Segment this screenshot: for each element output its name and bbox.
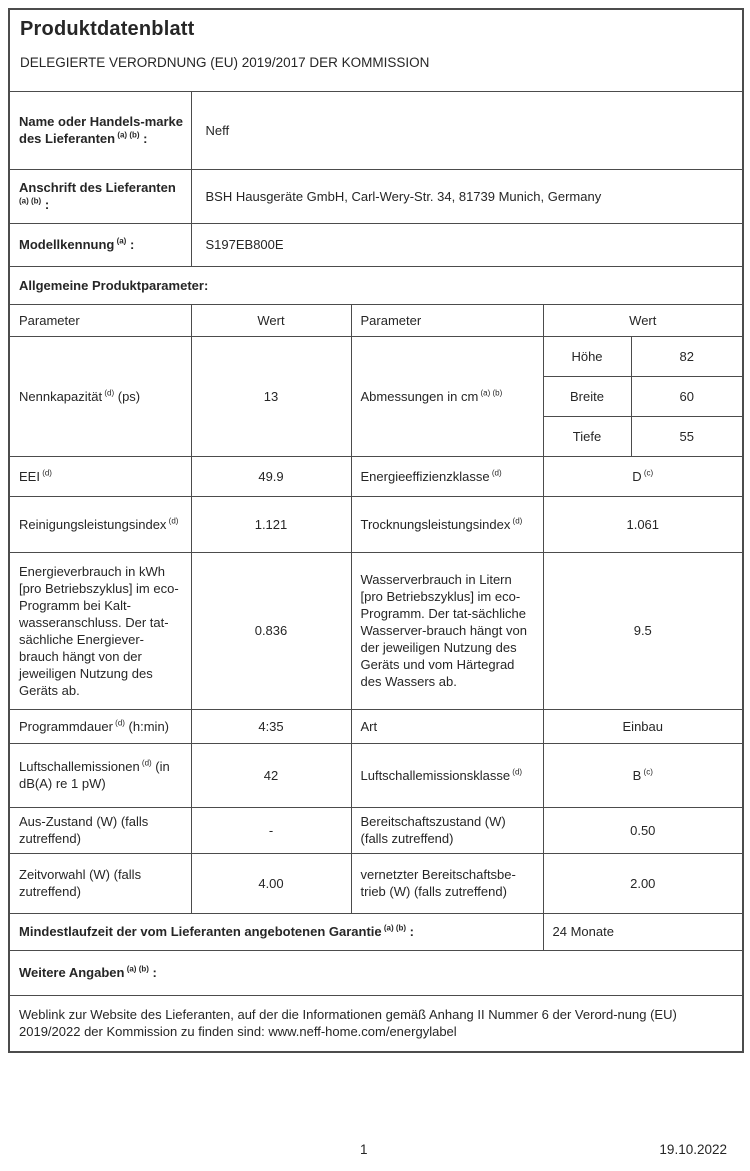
noise-value: 42 [191, 743, 351, 807]
header-value-right: Wert [543, 304, 743, 336]
footnote-marker-ab: (a) (b) [19, 196, 42, 206]
capacity-label-cell [9, 336, 191, 456]
noise-class-value-cell [543, 743, 743, 807]
dimension-depth-label: Tiefe [543, 416, 631, 456]
datasheet-table [8, 8, 744, 1053]
delay-start-label: Zeitvorwahl (W) (falls zutreffend) [9, 853, 191, 913]
networked-standby-label: vernetzter Bereitschaftsbe-trieb (W) (falls zutreffend) [351, 853, 543, 913]
guarantee-label: Mindestlaufzeit der vom Lieferanten angebotenen Garantie [19, 924, 382, 939]
footnote-marker-c: (c) [641, 767, 653, 777]
capacity-label: Nennkapazität [19, 388, 103, 404]
drying-index-label: Trocknungsleistungsindex [360, 516, 511, 532]
noise-class-value: B [632, 767, 642, 783]
header-parameter-left: Parameter [9, 304, 191, 336]
delay-start-value: 4.00 [191, 853, 351, 913]
supplier-address-label: Anschrift des Lieferanten [19, 180, 176, 195]
duration-label-cell [9, 709, 191, 743]
noise-label-cell [9, 743, 191, 807]
footnote-marker-a: (a) [114, 236, 127, 246]
supplier-address-label-cell [9, 169, 191, 223]
footnote-marker-ab: (a) (b) [478, 388, 503, 398]
weblink-text: Weblink zur Website des Lieferanten, auf der die Informationen gemäß Anhang II Nummer 6 der Verord-nung (EU) 2019/2022 der Kommission zu finden sind: www.neff-home.com/energylabel [9, 995, 743, 1052]
footnote-marker-c: (c) [641, 468, 654, 478]
supplier-name-label-cell [9, 91, 191, 169]
footnote-marker-ab: (a) (b) [115, 130, 140, 140]
label-colon: : [139, 131, 148, 146]
cleaning-index-value: 1.121 [191, 496, 351, 552]
eei-label-cell [9, 456, 191, 496]
dimensions-label: Abmessungen in cm [360, 388, 479, 404]
label-colon: : [41, 197, 50, 212]
model-id-label: Modellkennung [19, 237, 115, 252]
label-colon: : [126, 237, 135, 252]
footer-date: 19.10.2022 [659, 1142, 727, 1157]
product-datasheet-page [8, 8, 744, 1053]
footnote-marker-d: (d) [102, 388, 115, 398]
noise-unit: (in dB(A) re 1 pW) [19, 759, 170, 791]
model-id-value: S197EB800E [191, 223, 743, 266]
water-consumption-text: Wasserverbrauch in Litern [pro Betriebszyklus] im eco-Programm. Der tat-sächliche Wasserver-brauch hängt von der jeweiligen Nutzung des Geräts und vom Härtegrad des Wassers ab. [351, 552, 543, 709]
type-label: Art [351, 709, 543, 743]
title-block [9, 9, 743, 91]
label-colon: : [406, 924, 415, 939]
duration-value: 4:35 [191, 709, 351, 743]
capacity-unit: (ps) [114, 388, 141, 404]
capacity-value: 13 [191, 336, 351, 456]
footnote-marker-d: (d) [112, 718, 125, 728]
dimension-width-value: 60 [631, 376, 743, 416]
duration-label: Programmdauer [19, 718, 113, 734]
header-parameter-right: Parameter [351, 304, 543, 336]
footnote-marker-d: (d) [39, 468, 52, 478]
off-mode-value: - [191, 807, 351, 853]
noise-label: Luftschallemissionen [19, 759, 140, 774]
footnote-marker-ab: (a) (b) [381, 923, 407, 933]
additional-info-label-cell [9, 950, 743, 995]
footnote-marker-d: (d) [510, 767, 523, 777]
footnote-marker-d: (d) [510, 516, 523, 526]
supplier-name-value: Neff [191, 91, 743, 169]
standby-value: 0.50 [543, 807, 743, 853]
cleaning-index-label: Reinigungsleistungsindex [19, 516, 167, 532]
drying-index-label-cell [351, 496, 543, 552]
guarantee-label-cell [9, 913, 543, 950]
dimension-width-label: Breite [543, 376, 631, 416]
energy-class-value: D [632, 468, 642, 484]
duration-unit: (h:min) [124, 718, 169, 734]
dimension-height-value: 82 [631, 336, 743, 376]
page-footer [0, 1142, 750, 1162]
drying-index-value: 1.061 [543, 496, 743, 552]
supplier-name-label: Name oder Handels-marke des Lieferanten [19, 114, 184, 146]
networked-standby-value: 2.00 [543, 853, 743, 913]
energy-class-value-cell [543, 456, 743, 496]
section-heading: Allgemeine Produktparameter: [9, 266, 743, 304]
model-id-label-cell [9, 223, 191, 266]
standby-label: Bereitschaftszustand (W) (falls zutreffend) [351, 807, 543, 853]
noise-class-label-cell [351, 743, 543, 807]
dimensions-label-cell [351, 336, 543, 456]
footnote-marker-d: (d) [489, 468, 502, 478]
regulation-line: DELEGIERTE VERORDNUNG (EU) 2019/2017 DER KOMMISSION [20, 55, 430, 70]
eei-value: 49.9 [191, 456, 351, 496]
dimension-depth-value: 55 [631, 416, 743, 456]
supplier-address-value: BSH Hausgeräte GmbH, Carl-Wery-Str. 34, 81739 Munich, Germany [191, 169, 743, 223]
dimension-height-label: Höhe [543, 336, 631, 376]
cleaning-index-label-cell [9, 496, 191, 552]
eei-label: EEI [19, 468, 40, 484]
energy-class-label-cell [351, 456, 543, 496]
energy-consumption-value: 0.836 [191, 552, 351, 709]
type-value: Einbau [543, 709, 743, 743]
header-value-left: Wert [191, 304, 351, 336]
guarantee-value: 24 Monate [543, 913, 743, 950]
page-number: 1 [360, 1142, 368, 1157]
energy-class-label: Energieeffizienzklasse [360, 468, 490, 484]
noise-class-label: Luftschallemissionsklasse [360, 767, 511, 783]
footnote-marker-d: (d) [166, 516, 179, 526]
water-consumption-value: 9.5 [543, 552, 743, 709]
footnote-marker-ab: (a) (b) [124, 964, 149, 974]
energy-consumption-text: Energieverbrauch in kWh [pro Betriebszyklus] im eco-Programm bei Kalt-wasseranschluss. Der tat-sächliche Energiever-brauch hängt von der jeweiligen Nutzung des Geräts ab. [9, 552, 191, 709]
label-colon: : [148, 965, 157, 980]
additional-info-label: Weitere Angaben [19, 965, 125, 980]
footnote-marker-d: (d) [139, 758, 152, 768]
off-mode-label: Aus-Zustand (W) (falls zutreffend) [9, 807, 191, 853]
document-title: Produktdatenblatt [20, 18, 195, 40]
